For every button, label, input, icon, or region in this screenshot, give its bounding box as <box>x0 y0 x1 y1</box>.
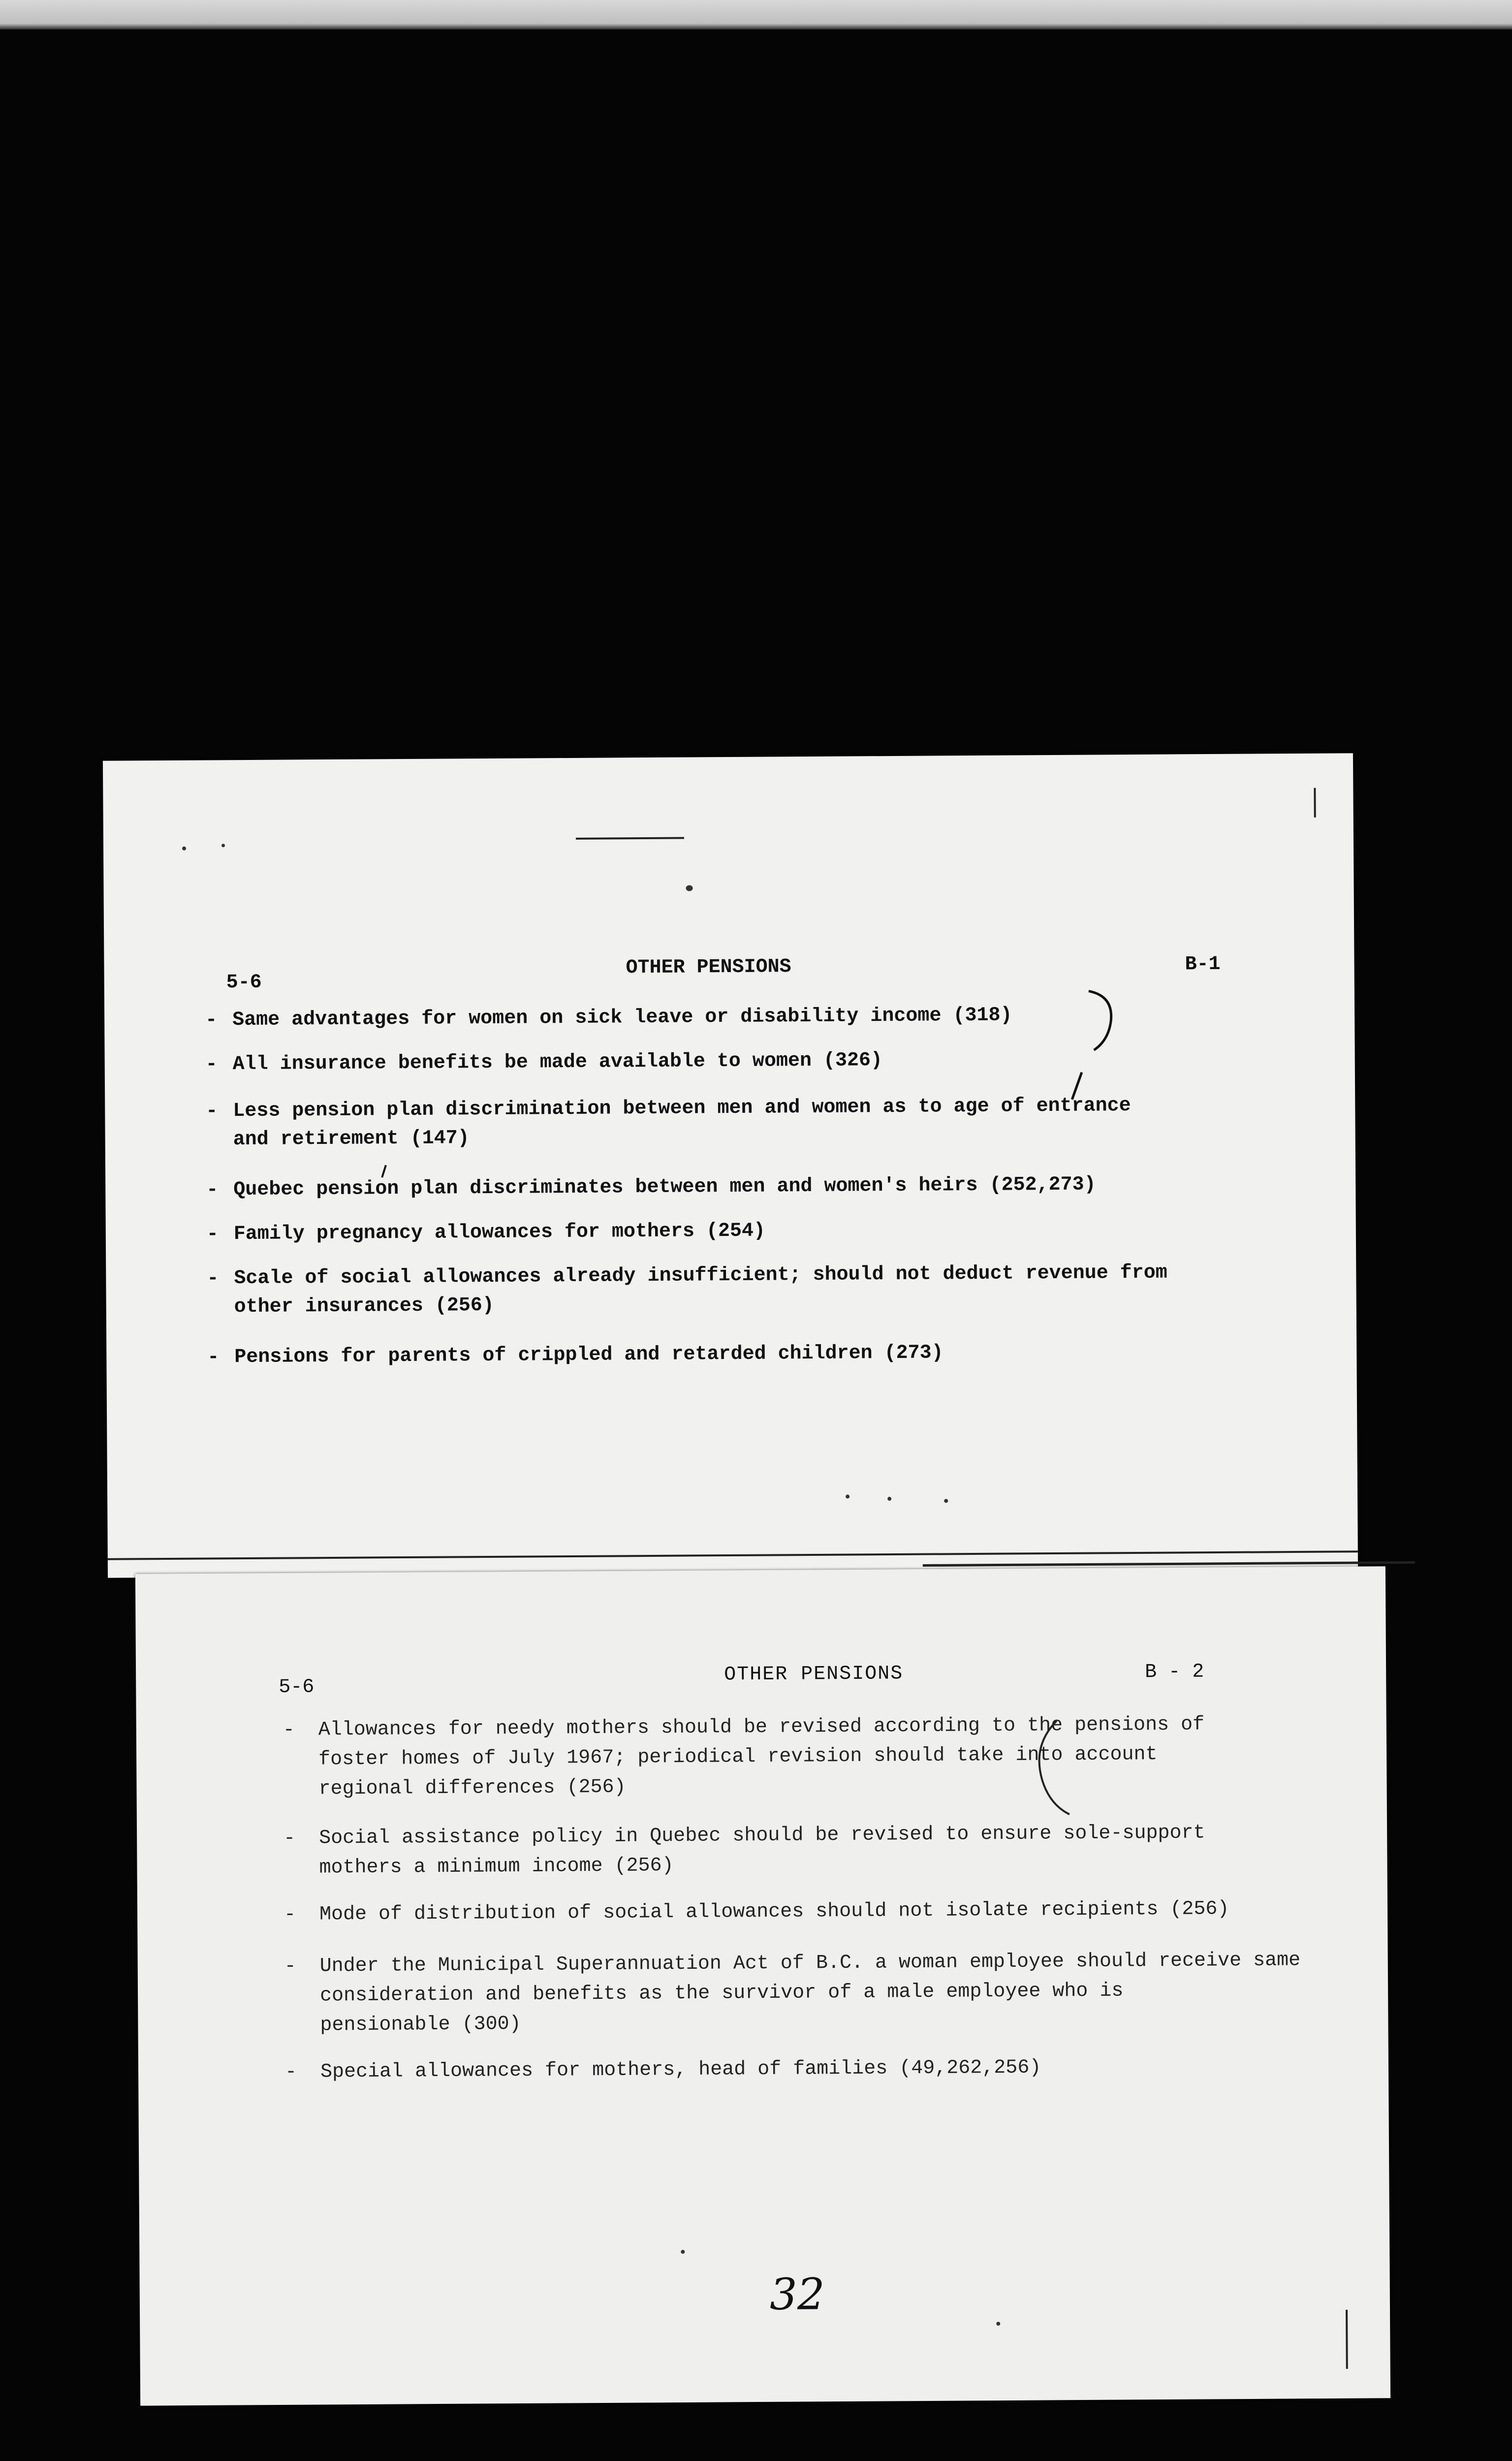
section-code: 5-6 <box>226 971 262 994</box>
list-item-text: pensionable (300) <box>320 2013 521 2037</box>
list-item: - Pensions for parents of crippled and retarded children (273) <box>207 1342 944 1369</box>
film-mark <box>1314 788 1316 818</box>
list-item-text: Family pregnancy allowances for mothers (254) <box>233 1220 766 1246</box>
document-page-b1 <box>103 753 1358 1578</box>
film-speck <box>221 844 225 847</box>
film-speck <box>846 1495 850 1499</box>
list-item: - Family pregnancy allowances for mothers (254) <box>206 1220 766 1246</box>
film-speck <box>887 1497 891 1501</box>
list-item: - Special allowances for mothers, head of families (49,262,256) <box>284 2056 1041 2083</box>
list-item: - Allowances for needy mothers should be revised according to the pensions of foster homes of July 1967; periodical revision should take into account regional differences (256) <box>283 1713 1205 1800</box>
list-item-text: Less pension plan discrimination between men and women as to age of entrance <box>233 1095 1131 1123</box>
film-speck <box>996 2322 1000 2326</box>
film-speck <box>686 885 693 891</box>
list-item: - All insurance benefits be made available to women (326) <box>205 1049 883 1076</box>
list-item-text: foster homes of July 1967; periodical revision should take into account <box>318 1743 1158 1771</box>
list-item-text: other insurances (256) <box>234 1294 494 1319</box>
list-item-text: consideration and benefits as the survivor of a male employee who is <box>319 1980 1124 2007</box>
list-item-text: mothers a minimum income (256) <box>319 1855 674 1879</box>
page-edge-line <box>108 1550 1358 1560</box>
list-item: - Scale of social allowances already insufficient; should not deduct revenue from other insurances (256) <box>207 1262 1167 1319</box>
list-item-text: and retirement (147) <box>233 1127 470 1151</box>
film-speck <box>182 847 186 851</box>
document-page-b2 <box>135 1566 1390 2405</box>
list-item: - Under the Municipal Superannuation Act of B.C. a woman employee should receive same consideration and benefits as the survivor of a male employee who is pensionable (300) <box>284 1949 1301 2037</box>
page-title: OTHER PENSIONS <box>626 956 791 979</box>
film-speck <box>681 2250 685 2254</box>
list-item-text: Allowances for needy mothers should be revised according to the pensions of <box>318 1713 1205 1741</box>
list-item-text: Same advantages for women on sick leave or disability income (318) <box>232 1004 1012 1032</box>
list-item: - Mode of distribution of social allowances should not isolate recipients (256) <box>284 1898 1229 1926</box>
film-scratch <box>576 837 684 840</box>
handwritten-bracket <box>1084 986 1124 1055</box>
list-item-text: Quebec pension plan discriminates between men and women's heirs (252,273) <box>233 1173 1096 1201</box>
list-item: - Social assistance policy in Quebec should be revised to ensure sole-support mothers a minimum income (256) <box>284 1822 1205 1879</box>
film-mark <box>1346 2310 1348 2369</box>
list-item-text: Under the Municipal Superannuation Act of B.C. a woman employee should receive same <box>319 1949 1301 1978</box>
film-edge-strip <box>0 0 1512 30</box>
page-id: B-1 <box>1185 953 1221 976</box>
page-number: 32 <box>769 2269 825 2320</box>
list-item-text: regional differences (256) <box>318 1776 626 1800</box>
list-item: - Less pension plan discrimination between men and women as to age of entrance and retirement (147) <box>206 1095 1131 1151</box>
handwritten-bracket <box>1027 1716 1072 1820</box>
list-item-text: Mode of distribution of social allowances should not isolate recipients (256) <box>319 1898 1229 1926</box>
page-title: OTHER PENSIONS <box>724 1663 904 1686</box>
list-item-text: Social assistance policy in Quebec should be revised to ensure sole-support <box>319 1822 1205 1850</box>
list-item: - Same advantages for women on sick leave or disability income (318) <box>205 1004 1012 1032</box>
page-id: B - 2 <box>1144 1661 1204 1684</box>
list-item-text: Scale of social allowances already insufficient; should not deduct revenue from <box>234 1262 1167 1290</box>
list-item-text: Pensions for parents of crippled and retarded children (273) <box>234 1342 944 1369</box>
film-speck <box>944 1499 948 1503</box>
section-code: 5-6 <box>279 1676 315 1699</box>
list-item-text: All insurance benefits be made available to women (326) <box>232 1049 883 1076</box>
handwritten-tick <box>1065 1070 1089 1104</box>
handwritten-tick <box>376 1163 391 1182</box>
list-item-text: Special allowances for mothers, head of families (49,262,256) <box>320 2056 1041 2083</box>
list-item: - Quebec pension plan discriminates between men and women's heirs (252,273) <box>206 1173 1096 1201</box>
